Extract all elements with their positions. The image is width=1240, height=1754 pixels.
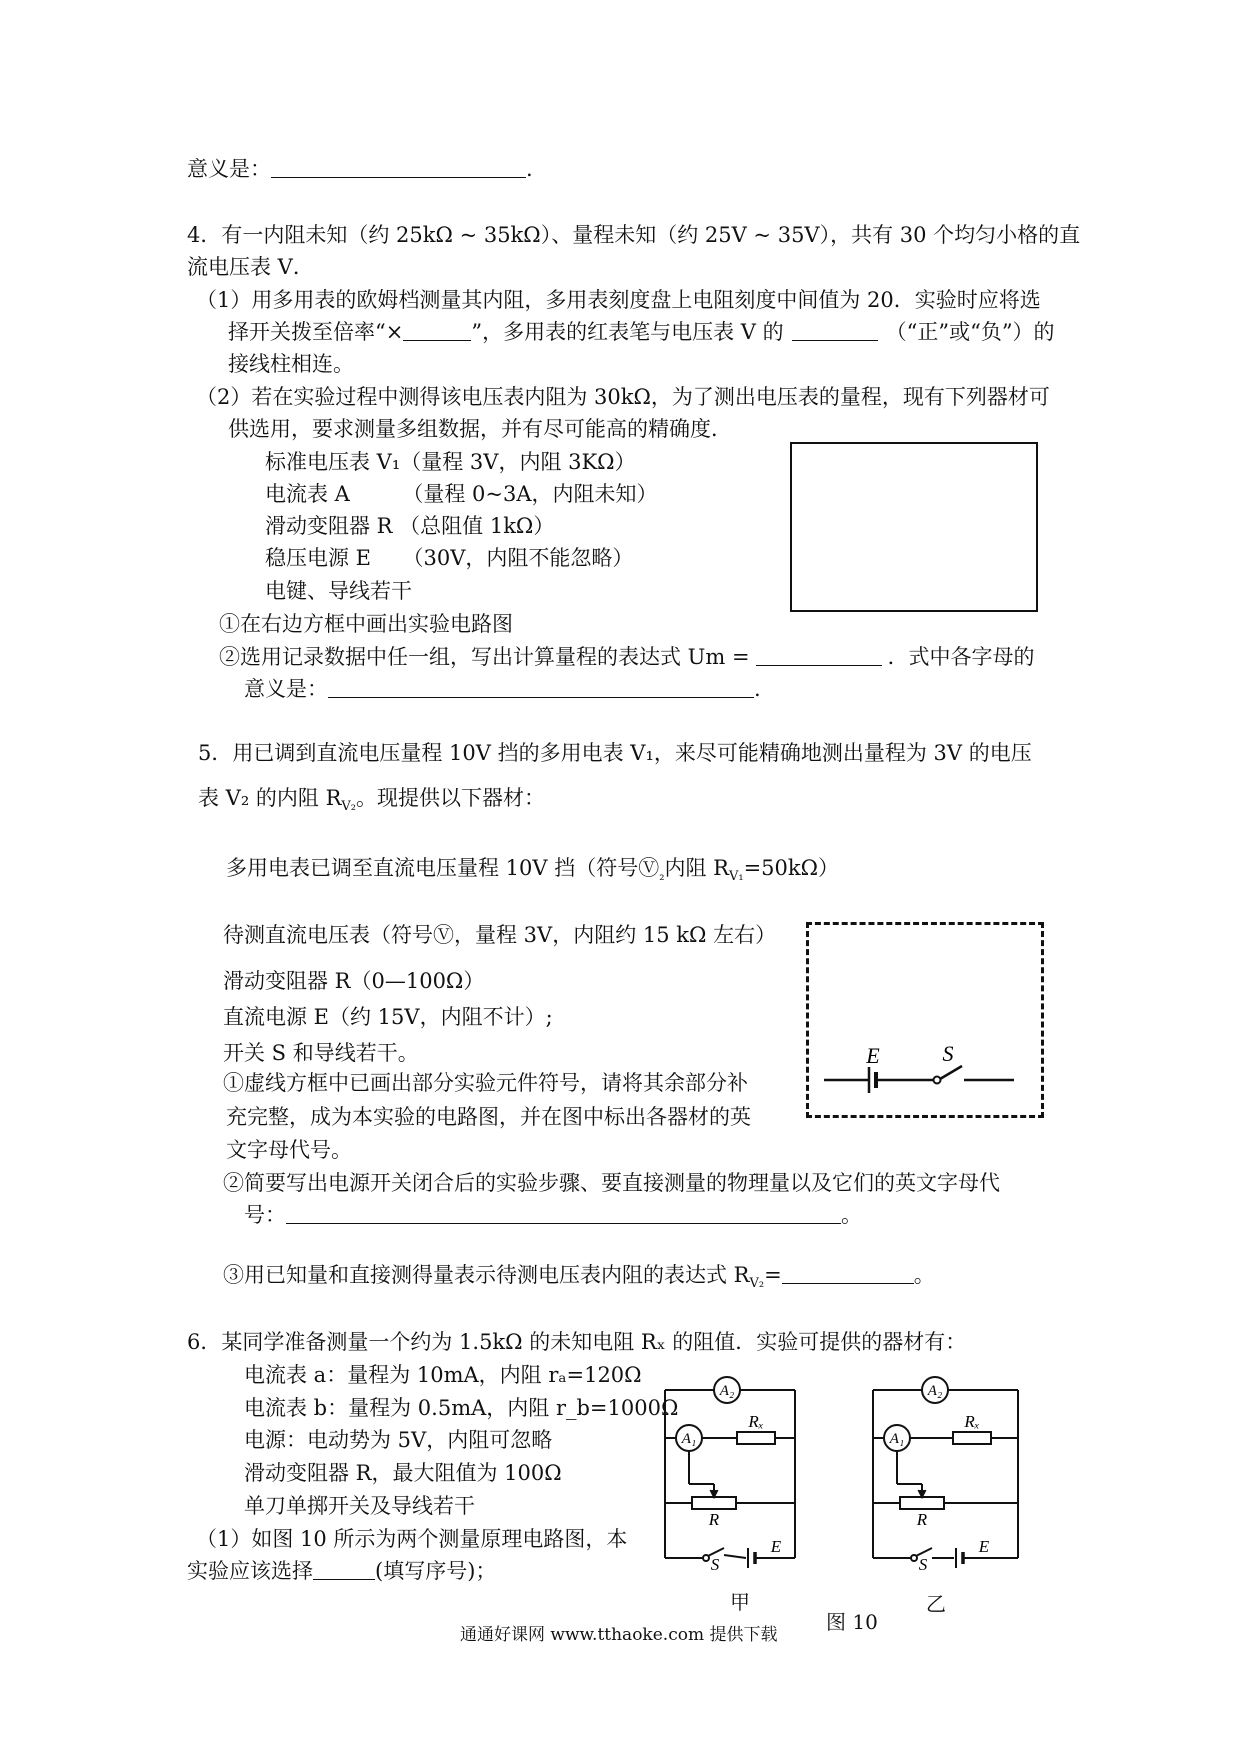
q6-p1-line1: （1）如图 10 所示为两个测量原理电路图，本 <box>196 1527 628 1551</box>
q4-p1-line2 <box>228 319 1055 345</box>
q6-circuit-yi <box>868 1370 1028 1574</box>
q4-multiplier-blank[interactable] <box>403 320 471 341</box>
q3-tail <box>187 156 533 182</box>
q4-p2-line1: （2）若在实验过程中测得该电压表内阻为 30kΩ，为了测出电压表的量程，现有下列器材可 <box>196 385 1050 409</box>
q5-switch-pivot <box>934 1077 941 1084</box>
q4-line1: 4．有一内阻未知（约 25kΩ ~ 35kΩ）、量程未知（约 25V ~ 35V），共有 30 个均匀小格的直 <box>187 223 1081 247</box>
q6-yi-resistor-rx <box>953 1432 991 1444</box>
q5-item1-b: 内阻 R <box>664 856 729 880</box>
q4-task2-line1 <box>219 644 1035 670</box>
q5-task1-l3: 文字母代号。 <box>226 1138 352 1162</box>
q6-yi-label-a2: A₂ <box>927 1383 943 1399</box>
q4-p1-line2-b: ”，多用表的红表笔与电压表 V 的 <box>471 320 784 344</box>
q5-line2-a: 表 V₂ 的内阻 R <box>198 786 342 810</box>
q4-equipment-4: 稳压电源 E （30V，内阻不能忽略） <box>265 546 634 570</box>
q5-item4: 直流电源 E（约 15V，内阻不计）; <box>223 1005 553 1029</box>
q5-task2-l2 <box>244 1202 862 1228</box>
q5-task3-sub: V₂ <box>749 1276 765 1292</box>
q6-jia-label-r: R <box>708 1510 720 1529</box>
q4-task2-b: ．式中各字母的 <box>887 645 1035 669</box>
q4-p1-line2-c: （“正”或“负”）的 <box>885 320 1055 344</box>
q6-item1: 电流表 a：量程为 10mA，内阻 rₐ=120Ω <box>244 1363 642 1387</box>
q6-yi-label-rx: Rₓ <box>964 1412 980 1431</box>
q6-jia-label-s: S <box>710 1555 720 1574</box>
q4-terminal-blank[interactable] <box>792 320 878 341</box>
q4-p2-line2: 供选用，要求测量多组数据，并有尽可能高的精确度． <box>228 417 732 441</box>
q6-item5: 单刀单掷开关及导线若干 <box>244 1494 475 1518</box>
q4-task1: ①在右边方框中画出实验电路图 <box>219 612 513 636</box>
q5-task2-label: 号： <box>244 1203 286 1227</box>
q5-task2-end: 。 <box>841 1203 862 1227</box>
q5-line1: 5．用已调到直流电压量程 10V 挡的多用电表 V₁，来尽可能精确地测出量程为 3V 的电压 <box>198 741 1032 765</box>
q4-drawing-box[interactable] <box>790 442 1038 612</box>
q5-switch-blade <box>940 1066 962 1079</box>
q5-task1-l1: ①虚线方框中已画出部分实验元件符号，请将其余部分补 <box>223 1071 748 1095</box>
q5-item3: 滑动变阻器 R（0—100Ω） <box>223 969 485 993</box>
q5-item5: 开关 S 和导线若干。 <box>223 1041 419 1065</box>
q5-item1 <box>226 855 839 890</box>
q5-task3-b: = <box>764 1263 782 1287</box>
q6-p1-line2-b: (填写序号)； <box>375 1559 497 1583</box>
q6-label-jia: 甲 <box>730 1590 750 1614</box>
q6-item3: 电源：电动势为 5V，内阻可忽略 <box>244 1428 553 1452</box>
q6-jia-resistor-rx <box>737 1432 775 1444</box>
q6-label-yi: 乙 <box>926 1592 946 1616</box>
q6-jia-label-e: E <box>770 1537 782 1556</box>
q6-yi-label-a1: A₁ <box>889 1431 905 1447</box>
q4-equipment-5: 电键、导线若干 <box>265 579 412 603</box>
q6-jia-label-rx: Rₓ <box>748 1412 764 1431</box>
q4-p1-line3: 接线柱相连。 <box>228 352 354 376</box>
q6-figure-caption: 图 10 <box>826 1610 878 1634</box>
q5-item1-c: =50kΩ） <box>743 856 840 880</box>
q5-task3 <box>223 1262 935 1297</box>
q5-label-e: E <box>866 1043 880 1068</box>
q5-task2-l1: ②简要写出电源开关闭合后的实验步骤、要直接测量的物理量以及它们的英文字母代 <box>223 1171 1000 1195</box>
q4-line2: 流电压表 V． <box>187 255 314 279</box>
q4-equipment-1: 标准电压表 V₁（量程 3V，内阻 3KΩ） <box>265 450 636 474</box>
q5-partial-circuit <box>806 922 1046 1122</box>
q3-tail-end: . <box>526 157 533 181</box>
q6-yi-label-s: S <box>918 1555 928 1574</box>
q5-line2-sub: V₂ <box>341 799 357 815</box>
q5-expression-blank[interactable] <box>782 1263 914 1284</box>
q6-choice-blank[interactable] <box>313 1559 375 1580</box>
q4-equipment-3: 滑动变阻器 R （总阻值 1kΩ） <box>265 514 555 538</box>
q4-equipment-2: 电流表 A （量程 0~3A，内阻未知） <box>265 482 658 506</box>
q5-task3-end: 。 <box>913 1263 935 1287</box>
q5-line2-b: 。现提供以下器材： <box>356 786 546 810</box>
q3-tail-label: 意义是： <box>187 157 271 181</box>
q4-meaning-blank[interactable] <box>328 677 754 698</box>
q4-task2-c: 意义是： <box>244 677 328 701</box>
q4-p1-line2-a: 择开关拨至倍率“× <box>228 320 404 344</box>
q3-answer-blank[interactable] <box>271 157 526 178</box>
q4-task2-line2 <box>244 676 761 702</box>
q4-task2-a: ②选用记录数据中任一组，写出计算量程的表达式 Um = <box>219 645 750 669</box>
q5-item1-sub: V₁ <box>728 869 744 885</box>
q5-task1-l2: 充完整，成为本实验的电路图，并在图中标出各器材的英 <box>226 1105 751 1129</box>
q5-steps-blank[interactable] <box>286 1203 841 1224</box>
q5-line2 <box>198 785 545 820</box>
q5-item2: 待测直流电压表（符号Ⓥ，量程 3V，内阻约 15 kΩ 左右） <box>223 923 777 947</box>
q5-item1-a: 多用电表已调至直流电压量程 10V 挡（符号Ⓥ <box>226 856 660 880</box>
q5-task3-a: ③用已知量和直接测得量表示待测电压表内阻的表达式 R <box>223 1263 750 1287</box>
q6-item2: 电流表 b：量程为 0.5mA，内阻 r_b=1000Ω <box>244 1396 679 1420</box>
q6-jia-label-a2: A₂ <box>719 1383 735 1399</box>
q4-task2-end: . <box>754 677 761 701</box>
page-footer: 通通好课网 www.tthaoke.com 提供下载 <box>460 1625 778 1645</box>
q6-item4: 滑动变阻器 R，最大阻值为 100Ω <box>244 1461 562 1485</box>
q6-jia-label-a1: A₁ <box>681 1431 697 1447</box>
q4-p1-line1: （1）用多用表的欧姆档测量其内阻，多用表刻度盘上电阻刻度中间值为 20．实验时应将选 <box>196 288 1041 312</box>
q6-line1: 6．某同学准备测量一个约为 1.5kΩ 的未知电阻 Rₓ 的阻值．实验可提供的器材有： <box>187 1330 967 1354</box>
q6-yi-label-e: E <box>978 1537 990 1556</box>
q6-p1-line2-a: 实验应该选择 <box>187 1559 313 1583</box>
q6-circuit-jia <box>660 1370 820 1574</box>
q6-p1-line2 <box>187 1558 496 1584</box>
q5-item1-symbol-sub: ₂ <box>659 869 665 885</box>
q6-yi-label-r: R <box>916 1510 928 1529</box>
q4-range-blank[interactable] <box>756 645 882 666</box>
q5-label-s: S <box>942 1041 954 1066</box>
